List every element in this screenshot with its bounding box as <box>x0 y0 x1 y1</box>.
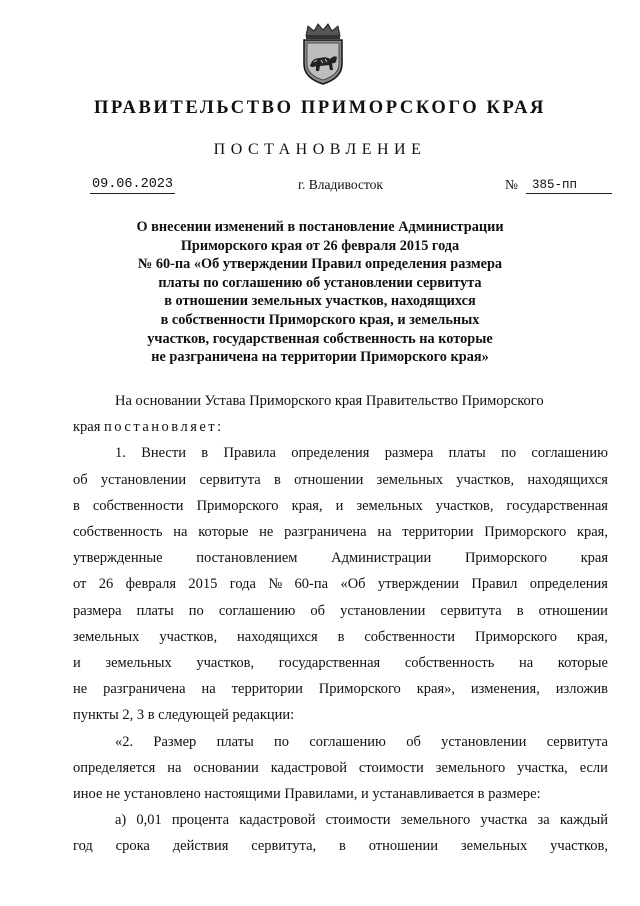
word: собственности <box>364 628 456 645</box>
word: определения <box>529 576 608 593</box>
word: февраля <box>125 576 177 593</box>
paragraph-1-line <box>73 571 608 597</box>
word: на <box>201 681 216 698</box>
word: размера <box>73 602 122 619</box>
word: не <box>73 681 88 698</box>
word: в <box>339 838 346 855</box>
word: государственная <box>278 655 381 672</box>
word: участков, <box>456 471 515 488</box>
word: земельных <box>356 497 423 514</box>
word: земельного <box>435 759 506 776</box>
word: участков, <box>550 838 608 855</box>
word: соглашению <box>531 445 608 462</box>
word: 26 <box>98 576 114 593</box>
word: размера <box>384 445 434 462</box>
word: кадастровой <box>239 812 316 829</box>
word: Приморского <box>474 628 557 645</box>
word: каждый <box>559 812 608 829</box>
word: края <box>580 550 608 567</box>
word: в <box>516 602 524 619</box>
word: на <box>518 655 534 672</box>
word: Приморского <box>464 550 547 567</box>
preamble-line <box>73 414 608 440</box>
word: утвержденные <box>73 550 163 567</box>
word: и <box>335 497 344 514</box>
paragraph-2-line: иное не установлено настоящими Правилами, и устанавливается в размере: <box>73 786 541 803</box>
word: разграничена <box>284 524 367 541</box>
document-city: г. Владивосток <box>298 177 383 192</box>
word: земельного <box>400 812 471 829</box>
word: участков, <box>159 628 218 645</box>
word: участков, <box>196 655 255 672</box>
word: отношении <box>294 471 364 488</box>
word: а) <box>115 812 127 829</box>
paragraph-1-line <box>73 519 608 545</box>
paragraph-1-line <box>73 545 608 571</box>
word: постановлением <box>196 550 298 567</box>
word: участка, <box>517 759 568 776</box>
word: Внести <box>141 445 186 462</box>
number-sign: № <box>505 177 518 192</box>
word: участка <box>480 812 528 829</box>
word: государственная <box>506 497 608 514</box>
word: на <box>173 524 188 541</box>
word: находящихся <box>527 471 608 488</box>
word: 0,01 <box>136 812 162 829</box>
word: сервитута <box>199 471 261 488</box>
word: по <box>274 733 290 750</box>
word: на <box>377 524 392 541</box>
word: процента <box>171 812 230 829</box>
paragraph-1-line <box>73 676 608 702</box>
document-subject <box>80 218 560 367</box>
word: утверждении <box>377 576 460 593</box>
document-date: 09.06.2023 <box>92 177 174 192</box>
word: 1. <box>115 445 126 462</box>
word: соглашению <box>309 733 386 750</box>
word: действия <box>172 838 229 855</box>
word: территории <box>402 524 474 541</box>
subject-line: платы по соглашению об установлении сервитута <box>158 274 482 291</box>
word: Приморского <box>484 524 567 541</box>
word: сервитута <box>440 602 502 619</box>
word: края, <box>576 524 608 541</box>
document-number: 385-пп <box>526 177 612 194</box>
word: не <box>259 524 274 541</box>
word: земельных <box>105 655 172 672</box>
preamble-line: На основании Устава Приморского края Правительство Приморского <box>115 393 544 409</box>
organization-title: ПРАВИТЕЛЬСТВО ПРИМОРСКОГО КРАЯ <box>93 98 546 118</box>
word: об <box>310 602 326 619</box>
word: на <box>167 759 182 776</box>
word: платы <box>136 602 174 619</box>
word: кадастровой <box>270 759 347 776</box>
paragraph-2-line <box>73 729 608 755</box>
word: основании <box>193 759 259 776</box>
paragraph-1-line <box>73 650 608 676</box>
word: в <box>337 628 345 645</box>
paragraph-2-line <box>73 755 608 781</box>
resolution-keyword: постановляет: <box>104 419 224 436</box>
word: изменения, <box>470 681 540 698</box>
document-body <box>73 388 608 860</box>
word: сервитута, <box>251 838 317 855</box>
word: соглашению <box>218 602 296 619</box>
word: собственность <box>404 655 495 672</box>
coat-of-arms-emblem <box>296 22 350 86</box>
word: стоимости <box>358 759 424 776</box>
word: территории <box>231 681 303 698</box>
paragraph-1-line <box>73 440 608 466</box>
word: Правил <box>471 576 518 593</box>
word: края», <box>416 681 455 698</box>
subject-line: Приморского края от 26 февраля 2015 года <box>180 237 460 254</box>
word: которые <box>557 655 608 672</box>
word: об <box>406 733 421 750</box>
word: 60-па <box>294 576 329 593</box>
word: платы <box>448 445 486 462</box>
word: установлении <box>340 602 426 619</box>
word: от <box>73 576 87 593</box>
word: платы <box>216 733 254 750</box>
subject-line: № 60-па «Об утверждении Правил определения размера <box>137 256 503 273</box>
word: собственности <box>92 497 184 514</box>
word: в <box>201 445 209 462</box>
paragraph-1-line <box>73 467 608 493</box>
word: по <box>188 602 204 619</box>
paragraph-1-line <box>73 493 608 519</box>
word: земельных <box>73 628 140 645</box>
word: если <box>579 759 608 776</box>
word: Размер <box>153 733 197 750</box>
word: года <box>229 576 256 593</box>
word: отношении <box>368 838 439 855</box>
word: Приморского <box>196 497 279 514</box>
word: сервитута <box>546 733 608 750</box>
word: № <box>268 576 283 593</box>
word: участков, <box>435 497 494 514</box>
word: «Об <box>340 576 366 593</box>
word: в <box>273 471 281 488</box>
subject-line: в отношении земельных участков, находящихся <box>164 293 476 310</box>
word: по <box>501 445 517 462</box>
word: находящихся <box>237 628 318 645</box>
word: отношении <box>538 602 608 619</box>
paragraph-3-line <box>73 807 608 833</box>
subject-line: в собственности Приморского края, и земельных <box>160 311 480 328</box>
word: определения <box>291 445 370 462</box>
subject-line: участков, государственная собственность на которые <box>147 330 493 347</box>
paragraph-3-line <box>73 833 608 859</box>
word: изложив <box>555 681 608 698</box>
word: год <box>73 838 93 855</box>
paragraph-1-line <box>73 624 608 650</box>
word: края, <box>291 497 323 514</box>
word: в <box>73 497 80 514</box>
word: края, <box>576 628 608 645</box>
word: об <box>73 471 88 488</box>
word: собственность <box>73 524 163 541</box>
word: Правила <box>223 445 276 462</box>
word: земельных <box>376 471 444 488</box>
subject-line: О внесении изменений в постановление Администрации <box>136 219 504 235</box>
word: 2015 <box>188 576 218 593</box>
word: установлении <box>441 733 527 750</box>
word: и <box>73 655 81 672</box>
preamble-text: края <box>73 419 101 436</box>
word: срока <box>115 838 150 855</box>
word: Администрации <box>331 550 432 567</box>
paragraph-1-line <box>73 598 608 624</box>
word: «2. <box>115 733 134 750</box>
word: установлении <box>100 471 187 488</box>
paragraph-1-line: пункты 2, 3 в следующей редакции: <box>73 707 295 724</box>
word: разграничена <box>103 681 186 698</box>
document-type-title: ПОСТАНОВЛЕНИЕ <box>213 141 427 158</box>
word: стоимости <box>325 812 391 829</box>
word: определяется <box>73 759 156 776</box>
subject-line: не разграничена на территории Приморского края» <box>151 349 489 366</box>
word: земельных <box>460 838 528 855</box>
word: за <box>537 812 550 829</box>
word: Приморского <box>318 681 401 698</box>
word: которые <box>198 524 249 541</box>
